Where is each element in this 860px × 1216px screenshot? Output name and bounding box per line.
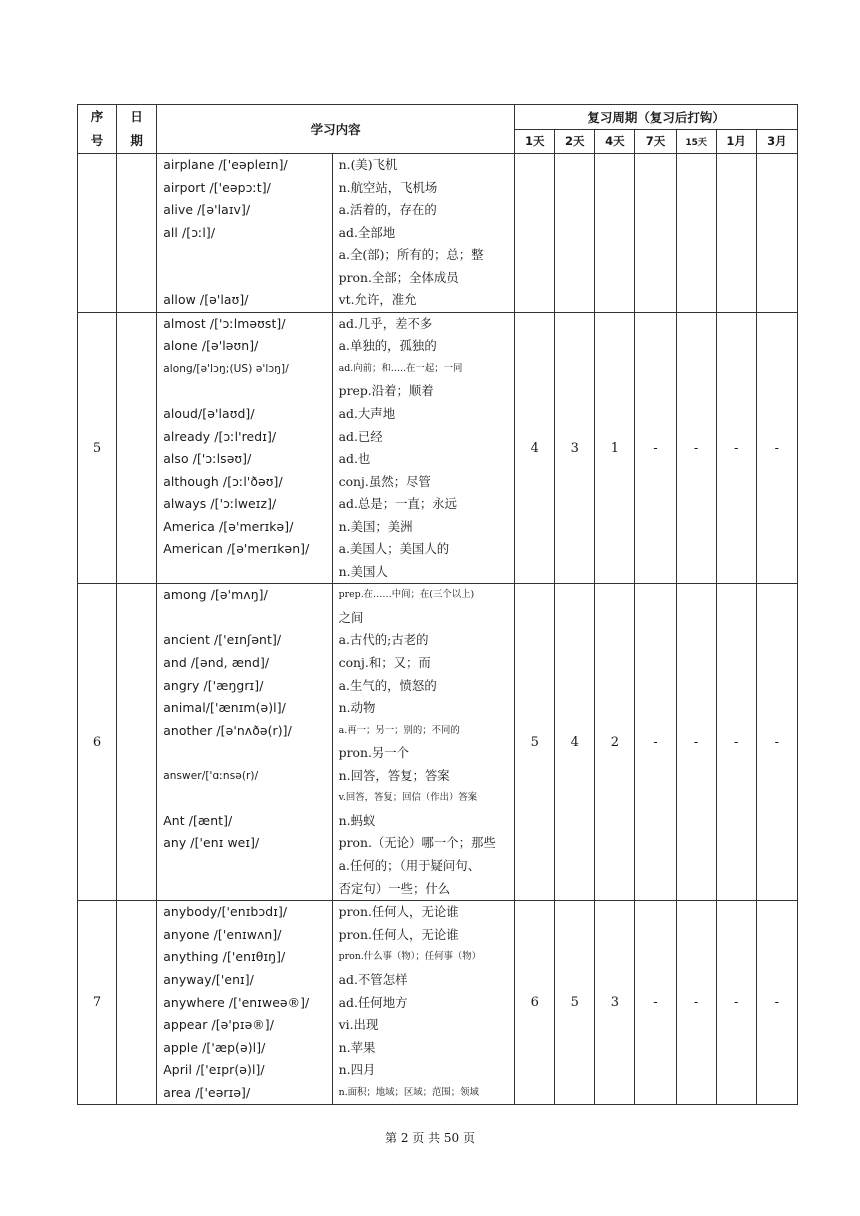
meaning-entry: a.任何的；（用于疑问句、 xyxy=(338,857,481,873)
word-entry: Ant /[ænt]/ xyxy=(163,812,233,828)
meaning-entry: conj.虽然；尽管 xyxy=(338,473,431,489)
word-entry: any /['enɪ weɪ]/ xyxy=(163,835,260,851)
meaning-entry: n.美国人 xyxy=(338,563,388,579)
header-day-7: 7天 xyxy=(635,129,676,154)
meaning-entry: ad.大声地 xyxy=(338,406,396,422)
meaning-entry: a.生气的，愤怒的 xyxy=(338,677,437,693)
date-cell[interactable] xyxy=(117,312,157,584)
word-entry: area /['eərɪə]/ xyxy=(163,1084,251,1100)
word-entry: among /[ə'mʌŋ]/ xyxy=(163,587,268,603)
meaning-entry: n.苹果 xyxy=(338,1039,376,1055)
meaning-entry: prep.沿着；顺着 xyxy=(338,383,434,399)
word-entry xyxy=(157,244,331,267)
date-cell[interactable] xyxy=(117,584,157,901)
review-cell[interactable]: - xyxy=(676,584,716,901)
word-entry: although /[ɔːl'ðəʊ]/ xyxy=(163,473,283,489)
meaning-entry: ad.全部地 xyxy=(338,224,396,240)
meaning-entry: n.回答，答复；答案 xyxy=(338,767,450,783)
review-cell[interactable]: - xyxy=(756,312,797,584)
meaning-entry: pron.任何人，无论谁 xyxy=(338,904,459,920)
meaning-entry: vi.出现 xyxy=(338,1017,379,1033)
review-cell[interactable]: - xyxy=(716,584,756,901)
meaning-entry: vt.允许，准允 xyxy=(338,292,417,308)
word-entry xyxy=(157,787,331,810)
header-day-4: 4天 xyxy=(595,129,635,154)
word-entry: airplane /['eəpleɪn]/ xyxy=(163,157,288,172)
review-cell[interactable]: 3 xyxy=(595,901,635,1105)
word-entry xyxy=(157,607,331,630)
meaning-entry: n.航空站，飞机场 xyxy=(338,179,438,195)
word-entry: airport /['eəpɔːt]/ xyxy=(163,179,271,195)
meaning-entry: ad.任何地方 xyxy=(338,994,408,1010)
review-cell[interactable]: - xyxy=(716,312,756,584)
group-row xyxy=(78,154,798,313)
meaning-entry: ad.已经 xyxy=(338,428,383,444)
header-month-3: 3月 xyxy=(756,129,797,154)
review-cell[interactable]: - xyxy=(756,901,797,1105)
page-footer: 第 2 页 共 50 页 xyxy=(385,1131,475,1145)
meaning-entry: n.蚂蚁 xyxy=(338,812,376,828)
word-entry: alive /[ə'laɪv]/ xyxy=(163,202,251,218)
review-cell[interactable]: - xyxy=(635,584,676,901)
meaning-entry: a.再一；另一；别的；不同的 xyxy=(338,724,460,736)
group-row xyxy=(78,312,798,584)
review-cell[interactable]: 3 xyxy=(555,312,595,584)
meaning-entry: pron.（无论）哪一个；那些 xyxy=(338,835,496,851)
review-cell[interactable]: 5 xyxy=(515,584,555,901)
word-entry: already /[ɔːl'redɪ]/ xyxy=(163,428,277,444)
header-review-title: 复习周期（复习后打钩） xyxy=(515,105,798,130)
word-entry: America /[ə'merɪkə]/ xyxy=(163,518,294,534)
word-list xyxy=(157,154,332,313)
header-day-1: 1天 xyxy=(515,129,555,154)
date-cell[interactable] xyxy=(117,154,157,313)
meaning-entry: n.(美)飞机 xyxy=(338,157,398,172)
word-entry: April /['eɪpr(ə)l]/ xyxy=(163,1062,265,1078)
meaning-entry: n.面积；地域；区域；范围；领域 xyxy=(338,1086,479,1098)
review-cell[interactable] xyxy=(635,154,676,313)
meaning-entry: 之间 xyxy=(338,609,364,625)
word-entry: answer/['ɑːnsə(r)/ xyxy=(163,769,259,782)
word-entry: angry /['æŋgrɪ]/ xyxy=(163,677,264,693)
meaning-entry: pron.任何人，无论谁 xyxy=(338,926,459,942)
review-cell[interactable]: 6 xyxy=(515,901,555,1105)
meaning-entry: 否定句）一些；什么 xyxy=(338,880,451,896)
meaning-entry: pron.什么事（物）；任何事（物） xyxy=(338,951,481,963)
word-list xyxy=(157,312,332,584)
header-day-15: 15天 xyxy=(676,129,716,154)
meaning-entry: a.古代的;古老的 xyxy=(338,632,429,648)
header-date: 日 期 xyxy=(117,105,157,154)
group-number: 6 xyxy=(78,584,117,901)
word-entry: apple /['æp(ə)l]/ xyxy=(163,1039,266,1055)
word-entry: almost /['ɔːlməʊst]/ xyxy=(163,315,286,331)
word-list xyxy=(157,584,332,901)
word-list xyxy=(157,901,332,1105)
word-entry: aloud/[ə'laʊd]/ xyxy=(163,406,255,422)
review-cell[interactable]: 4 xyxy=(515,312,555,584)
meaning-entry: v.回答，答复；回信（作出）答案 xyxy=(338,792,478,804)
word-entry: anywhere /['enɪweə®]/ xyxy=(163,994,310,1010)
vocab-groups xyxy=(78,154,798,1105)
word-entry: anything /['enɪθɪŋ]/ xyxy=(163,949,286,965)
header-content: 学习内容 xyxy=(157,105,515,154)
header-month-1: 1月 xyxy=(716,129,756,154)
review-cell[interactable] xyxy=(716,154,756,313)
header-seq: 序 号 xyxy=(78,105,117,154)
word-entry: all /[ɔːl]/ xyxy=(163,224,216,240)
word-entry: anyone /['enɪwʌn]/ xyxy=(163,926,282,942)
review-cell[interactable]: - xyxy=(676,901,716,1105)
word-entry: also /['ɔːlsəʊ]/ xyxy=(163,451,252,467)
meaning-entry: pron.全部；全体成员 xyxy=(338,269,459,285)
meaning-list xyxy=(332,584,515,901)
header-day-2: 2天 xyxy=(555,129,595,154)
review-cell[interactable] xyxy=(595,154,635,313)
word-entry xyxy=(157,855,331,878)
review-cell[interactable]: 5 xyxy=(555,901,595,1105)
review-cell[interactable]: - xyxy=(635,312,676,584)
word-entry: anybody/['enɪbɔdɪ]/ xyxy=(163,904,288,920)
word-entry: and /[ənd, ænd]/ xyxy=(163,655,270,671)
review-cell[interactable]: 1 xyxy=(595,312,635,584)
review-cell[interactable]: - xyxy=(635,901,676,1105)
word-entry xyxy=(157,878,331,901)
meaning-entry: conj.和；又；而 xyxy=(338,655,431,671)
group-number: 5 xyxy=(78,312,117,584)
word-entry: along/[ə'lɔŋ;(US) ə'lɔŋ]/ xyxy=(163,362,289,375)
meaning-entry: a.美国人；美国人的 xyxy=(338,541,450,557)
meaning-list xyxy=(332,312,515,584)
review-cell[interactable] xyxy=(555,154,595,313)
meaning-list xyxy=(332,901,515,1105)
meaning-entry: n.四月 xyxy=(338,1062,376,1078)
meaning-entry: ad.总是；一直；永远 xyxy=(338,496,458,512)
meaning-entry: ad.不管怎样 xyxy=(338,972,408,988)
meaning-entry: n.动物 xyxy=(338,700,376,716)
review-cell[interactable]: - xyxy=(756,584,797,901)
word-entry: ancient /['eɪnʃənt]/ xyxy=(163,632,282,648)
meaning-entry: ad.也 xyxy=(338,451,371,467)
review-cell[interactable]: - xyxy=(716,901,756,1105)
meaning-entry: a.活着的，存在的 xyxy=(338,202,437,218)
group-row xyxy=(78,901,798,1105)
word-entry xyxy=(157,742,331,765)
word-entry xyxy=(157,380,331,403)
meaning-list xyxy=(332,154,515,313)
word-entry: another /[ə'nʌðə(r)]/ xyxy=(163,722,292,738)
word-entry: animal/['ænɪm(ə)l]/ xyxy=(163,700,286,716)
review-cell[interactable]: 2 xyxy=(595,584,635,901)
word-entry: allow /[ə'laʊ]/ xyxy=(163,292,249,308)
word-entry: always /['ɔːlweɪz]/ xyxy=(163,496,277,512)
review-cell[interactable]: - xyxy=(676,312,716,584)
word-entry xyxy=(157,267,331,290)
word-entry: anyway/['enɪ]/ xyxy=(163,972,254,988)
review-cell[interactable] xyxy=(515,154,555,313)
word-entry: alone /[ə'ləʊn]/ xyxy=(163,338,259,354)
meaning-entry: a.全(部)；所有的；总；整 xyxy=(338,247,484,263)
review-cell[interactable]: 4 xyxy=(555,584,595,901)
meaning-entry: prep.在……中间；在(三个以上) xyxy=(338,589,475,601)
review-cell[interactable] xyxy=(676,154,716,313)
meaning-entry: ad.几乎，差不多 xyxy=(338,315,433,331)
meaning-entry: pron.另一个 xyxy=(338,745,410,761)
group-number xyxy=(78,154,117,313)
meaning-entry: a.单独的，孤独的 xyxy=(338,338,437,354)
vocab-table xyxy=(77,104,798,1105)
meaning-entry: ad.向前；和…..在一起；一同 xyxy=(338,362,463,374)
word-entry xyxy=(157,561,331,584)
group-number: 7 xyxy=(78,901,117,1105)
word-entry: appear /[ə'pɪə®]/ xyxy=(163,1017,274,1033)
meaning-entry: n.美国；美洲 xyxy=(338,518,413,534)
group-row xyxy=(78,584,798,901)
review-cell[interactable] xyxy=(756,154,797,313)
word-entry: American /[ə'merɪkən]/ xyxy=(163,541,310,557)
date-cell[interactable] xyxy=(117,901,157,1105)
